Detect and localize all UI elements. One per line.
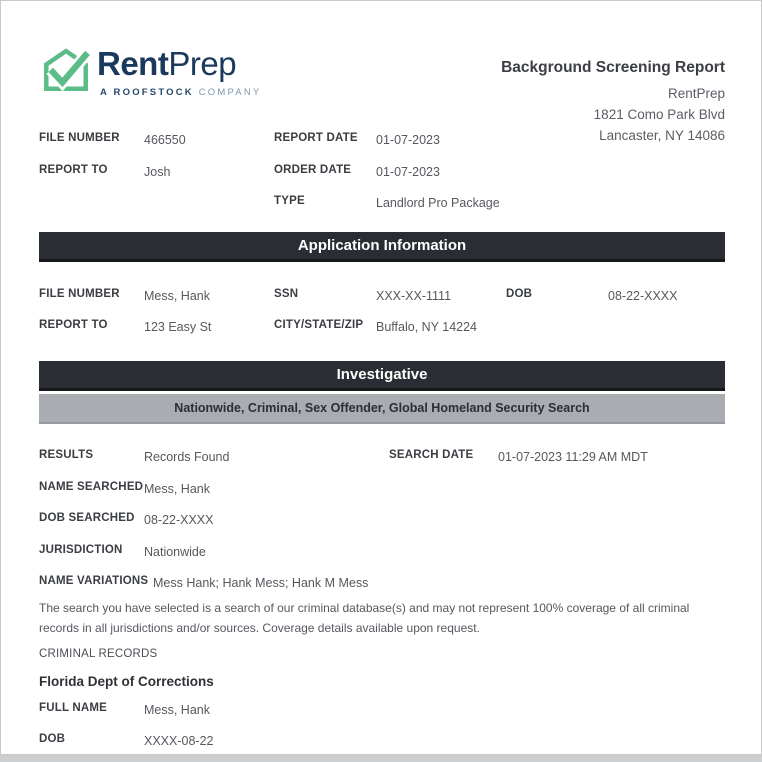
field-value: 01-07-2023	[376, 132, 440, 147]
field-label: DOB	[39, 733, 66, 745]
address-line-2: Lancaster, NY 14086	[599, 128, 725, 143]
investigative-row-name-searched	[39, 481, 725, 497]
subsection-header-search-types: Nationwide, Criminal, Sex Offender, Global Homeland Security Search	[39, 394, 725, 424]
field-label: NAME SEARCHED	[39, 481, 144, 493]
field-label: FILE NUMBER	[39, 288, 120, 300]
field-label: DOB	[506, 288, 533, 300]
report-title: Background Screening Report	[501, 59, 725, 76]
field-label: SEARCH DATE	[389, 449, 474, 461]
meta-row-file-number	[39, 132, 725, 148]
brand-name-regular: Prep	[168, 45, 237, 82]
field-value: Nationwide	[144, 544, 206, 559]
field-value: Buffalo, NY 14224	[376, 319, 478, 334]
rentprep-logo	[39, 43, 262, 98]
field-label: NAME VARIATIONS	[39, 575, 149, 587]
record-row-full-name	[39, 702, 725, 718]
disclaimer-text: The search you have selected is a search of our criminal database(s) and may not represent 100% coverage of all criminal records in all jurisdictions and/or sources. Coverage details available upon request.	[39, 601, 690, 635]
company-name: RentPrep	[667, 86, 725, 101]
application-row-2	[39, 319, 725, 335]
field-value: Landlord Pro Package	[376, 195, 500, 210]
field-value: Josh	[144, 164, 171, 179]
field-label: RESULTS	[39, 449, 94, 461]
criminal-records-heading: CRIMINAL RECORDS	[39, 648, 158, 660]
meta-row-type	[39, 195, 725, 211]
field-label: CITY/STATE/ZIP	[274, 319, 364, 331]
field-value: 08-22-XXXX	[608, 288, 678, 303]
field-value: Mess, Hank	[144, 702, 210, 717]
brand-name-bold: Rent	[97, 45, 169, 82]
field-value: Records Found	[144, 449, 230, 464]
field-value: 01-07-2023	[376, 164, 440, 179]
investigative-row-jurisdiction	[39, 544, 725, 560]
application-row-1	[39, 288, 725, 304]
field-value: 466550	[144, 132, 186, 147]
field-value: Mess, Hank	[144, 481, 210, 496]
field-label: DOB SEARCHED	[39, 512, 135, 524]
investigative-row-results	[39, 449, 725, 465]
house-check-icon	[39, 43, 93, 95]
field-label: REPORT TO	[39, 319, 108, 331]
investigative-row-dob-searched	[39, 512, 725, 528]
brand-tagline	[100, 87, 261, 98]
brand-name	[97, 45, 236, 83]
section-header-investigative: Investigative	[39, 361, 725, 391]
field-value: 01-07-2023 11:29 AM MDT	[498, 449, 648, 464]
investigative-row-name-variations	[39, 575, 725, 591]
field-value: Mess Hank; Hank Mess; Hank M Mess	[153, 575, 369, 590]
field-label: REPORT DATE	[274, 132, 358, 144]
section-header-application-information: Application Information	[39, 232, 725, 262]
field-label: FULL NAME	[39, 702, 108, 714]
field-label: TYPE	[274, 195, 305, 207]
record-source-name: Florida Dept of Corrections	[39, 674, 214, 689]
tagline-roofstock: A ROOFSTOCK	[100, 87, 194, 98]
tagline-company: COMPANY	[193, 87, 262, 98]
field-value: XXXX-08-22	[144, 733, 214, 748]
field-value: Mess, Hank	[144, 288, 210, 303]
field-label: SSN	[274, 288, 299, 300]
record-row-dob	[39, 733, 725, 749]
meta-row-report-to	[39, 164, 725, 180]
field-value: 08-22-XXXX	[144, 512, 214, 527]
field-value: 123 Easy St	[144, 319, 212, 334]
field-value: XXX-XX-1111	[376, 288, 452, 303]
address-line-1: 1821 Como Park Blvd	[593, 107, 725, 122]
field-label: FILE NUMBER	[39, 132, 120, 144]
report-content	[39, 1, 725, 754]
field-label: JURISDICTION	[39, 544, 123, 556]
field-label: ORDER DATE	[274, 164, 352, 176]
field-label: REPORT TO	[39, 164, 108, 176]
